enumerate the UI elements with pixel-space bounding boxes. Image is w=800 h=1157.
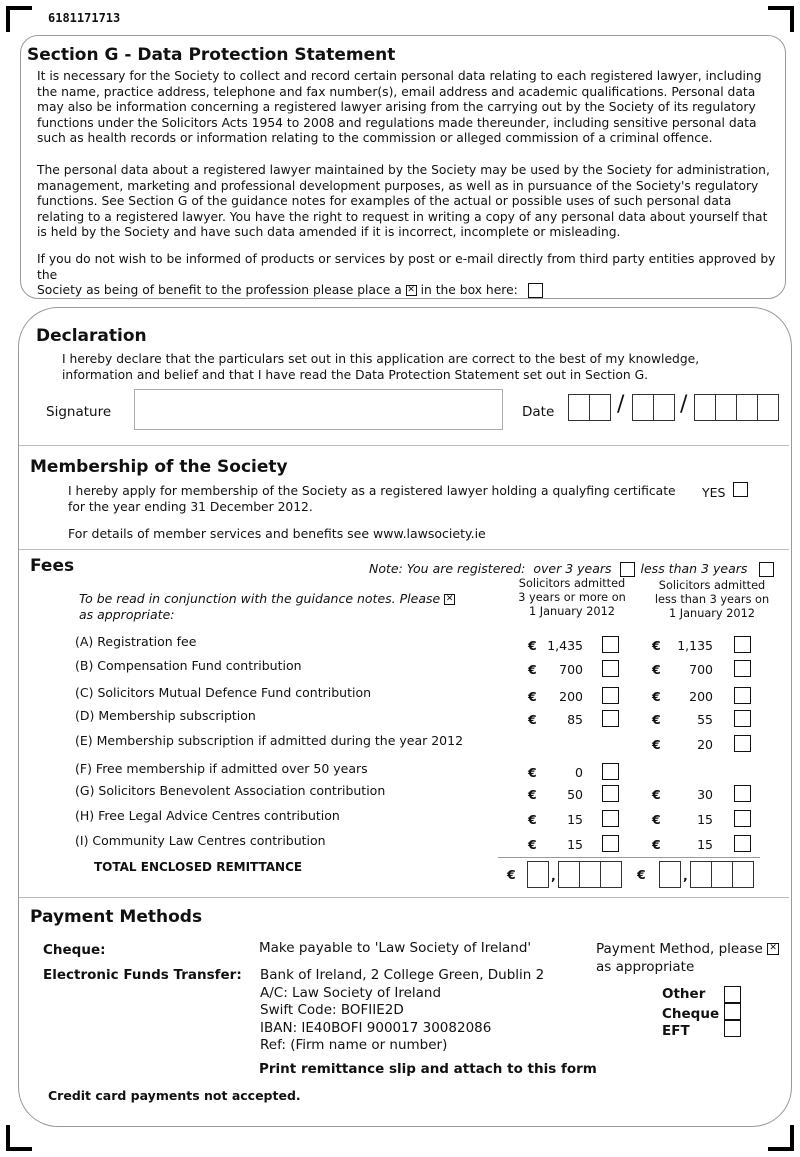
payment-title: Payment Methods [30, 907, 203, 927]
fees-instruction-line1: To be read in conjunction with the guidance notes. Please [79, 591, 441, 606]
fees-instruction-line2: as appropriate: [79, 607, 175, 622]
date-month-digit-1[interactable] [632, 394, 654, 421]
fee-col1-checkbox[interactable] [602, 763, 619, 780]
section-g-para-3-line1: If you do not wish to be informed of products or services by post or e-mail directly from third party entities approved by the [37, 252, 776, 282]
eft-label: Electronic Funds Transfer: [43, 967, 242, 983]
option-cheque-label: Cheque [662, 1006, 720, 1022]
fee-row-label: (G) Solicitors Benevolent Association contribution [75, 783, 386, 798]
date-day-digit-1[interactable] [568, 394, 590, 421]
membership-title: Membership of the Society [30, 457, 288, 477]
membership-yes-checkbox[interactable] [733, 482, 748, 497]
fee-col2-currency: € [652, 638, 661, 653]
section-g-title: Section G - Data Protection Statement [27, 45, 396, 65]
fee-col2-checkbox[interactable] [734, 636, 751, 653]
total-col2-digit-2[interactable] [711, 861, 733, 888]
fee-col1-amount: 200 [559, 689, 583, 704]
fee-col2-amount: 15 [697, 837, 713, 852]
fee-col2-currency: € [652, 662, 661, 677]
fees-note [369, 561, 774, 577]
option-other-checkbox[interactable] [724, 986, 741, 1003]
fee-col1-currency: € [528, 765, 537, 780]
section-g-para-2: The personal data about a registered lawyer maintained by the Society may be used by the Society for administration, management, marketing and professional development purposes, as well as in pursuance of the Society's regulatory functions. See Section G of the guidance notes for examples of the actual or possible uses of such personal data relating to a registered lawyer. You have the right to request in writing a copy of any personal data about yourself that is held by the Society and have such data amended if it is incorrect, incomplete or misleading. [37, 163, 770, 240]
total-col1-currency: € [507, 867, 516, 882]
fee-row-label: (E) Membership subscription if admitted during the year 2012 [75, 733, 464, 748]
total-col2-thousands[interactable] [659, 861, 681, 888]
eft-line: Bank of Ireland, 2 College Green, Dublin 2 [260, 967, 545, 983]
total-col2-comma: , [683, 868, 688, 883]
fee-col2-currency: € [652, 737, 661, 752]
fee-col2-currency: € [652, 837, 661, 852]
fee-col2-checkbox[interactable] [734, 710, 751, 727]
fee-col1-amount: 0 [575, 765, 583, 780]
fee-row-label: (H) Free Legal Advice Centres contribution [75, 808, 340, 823]
fee-col2-checkbox[interactable] [734, 660, 751, 677]
x-mark-icon: ✕ [767, 943, 779, 955]
option-cheque-checkbox[interactable] [724, 1003, 741, 1020]
total-col1-comma: , [551, 868, 556, 883]
fee-col2-amount: 15 [697, 812, 713, 827]
section-g-para-1: It is necessary for the Society to collect and record certain personal data relating to each registered lawyer, including the name, practice address, telephone and fax number(s), email address and academic qualifications. Personal data may also be information concerning a registered lawyer arising from the carrying out by the Society of its regulatory functions under the Solicitors Acts 1954 to 2008 and regulations made thereunder, including sensitive personal data such as health records or information relating to the commission or alleged commission of a criminal offence. [37, 69, 762, 146]
membership-text: I hereby apply for membership of the Society as a registered lawyer holding a qualyfing certificate for the year ending 31 December 2012. [68, 484, 676, 514]
signature-label: Signature [46, 404, 112, 420]
membership-yes-label: YES [702, 485, 726, 500]
opt-out-checkbox[interactable] [528, 283, 543, 298]
fee-col2-checkbox[interactable] [734, 735, 751, 752]
fee-col1-checkbox[interactable] [602, 785, 619, 802]
fee-col1-amount: 50 [567, 787, 583, 802]
declaration-title: Declaration [36, 326, 147, 346]
eft-line: IBAN: IE40BOFI 900017 30082086 [260, 1019, 492, 1036]
fee-col2-currency: € [652, 812, 661, 827]
eft-line: Ref: (Firm name or number) [260, 1037, 448, 1053]
fee-col2-currency: € [652, 787, 661, 802]
eft-details [260, 967, 544, 1055]
fee-col1-checkbox[interactable] [602, 835, 619, 852]
payment-method-instruction [596, 940, 779, 976]
divider [19, 897, 789, 898]
x-mark-icon: ✕ [445, 594, 454, 604]
fee-col1-currency: € [528, 638, 537, 653]
date-separator-2: / [680, 392, 688, 417]
section-g-para-3 [37, 252, 777, 299]
divider [19, 445, 789, 446]
fee-col1-currency: € [528, 689, 537, 704]
fee-col1-currency: € [528, 712, 537, 727]
fee-row-label: (C) Solicitors Mutual Defence Fund contribution [75, 685, 372, 700]
print-note: Print remittance slip and attach to this form [259, 1061, 597, 1077]
payment-method-line2: as appropriate [596, 959, 695, 975]
date-label: Date [522, 404, 555, 420]
membership-details: For details of member services and benefits see www.lawsociety.ie [68, 526, 486, 541]
x-mark-icon: ✕ [407, 285, 415, 296]
fees-title: Fees [30, 556, 75, 576]
date-day-digit-2[interactable] [589, 394, 611, 421]
declaration-text: I hereby declare that the particulars set out in this application are correct to the best of my knowledge, information and belief and that I have read the Data Protection Statement set out in Section G. [62, 352, 700, 382]
date-year-digit-4[interactable] [757, 394, 779, 421]
total-col2-digit-3[interactable] [732, 861, 754, 888]
over-3-years-label: over 3 years [533, 561, 612, 576]
fees-note-label: Note: You are registered: [369, 561, 526, 576]
less-3-years-label: less than 3 years [640, 561, 748, 576]
fees-instruction [79, 591, 455, 623]
signature-field[interactable] [134, 389, 503, 430]
divider [19, 549, 789, 550]
payment-method-line1: Payment Method, please [596, 941, 763, 957]
total-col1-digit-2[interactable] [579, 861, 601, 888]
fee-col2-amount: 30 [697, 787, 713, 802]
fee-col2-amount: 1,135 [677, 638, 713, 653]
fee-col1-checkbox[interactable] [602, 710, 619, 727]
corner-mark-bottom-left [6, 1125, 32, 1151]
fee-col1-currency: € [528, 812, 537, 827]
date-year-digit-1[interactable] [694, 394, 716, 421]
fee-col1-currency: € [528, 662, 537, 677]
total-label: TOTAL ENCLOSED REMITTANCE [94, 860, 303, 874]
fee-col2-checkbox[interactable] [734, 785, 751, 802]
option-eft-label: EFT [662, 1023, 690, 1039]
less-3-years-checkbox[interactable] [759, 562, 774, 577]
document-id: 6181171713 [48, 11, 121, 25]
total-col1-digit-1[interactable] [558, 861, 580, 888]
corner-mark-bottom-right [768, 1125, 794, 1151]
fee-col2-checkbox[interactable] [734, 835, 751, 852]
section-g-para-3-line3: in the box here: [420, 283, 518, 298]
fee-col1-checkbox[interactable] [602, 636, 619, 653]
fee-row-label: (I) Community Law Centres contribution [75, 833, 326, 848]
corner-mark-top-right [768, 6, 794, 32]
fee-row-label: (F) Free membership if admitted over 50 years [75, 761, 368, 776]
fee-col1-amount: 1,435 [547, 638, 583, 653]
fee-col2-amount: 200 [689, 689, 713, 704]
eft-line: Swift Code: BOFIIE2D [260, 1002, 404, 1018]
fee-col1-checkbox[interactable] [602, 810, 619, 827]
fee-col1-currency: € [528, 787, 537, 802]
fee-col2-currency: € [652, 689, 661, 704]
section-g-para-3-line2: Society as being of benefit to the profession please place a [37, 283, 402, 298]
cheque-text: Make payable to 'Law Society of Ireland' [259, 940, 532, 956]
date-year-digit-2[interactable] [715, 394, 737, 421]
fee-col2-amount: 20 [697, 737, 713, 752]
fee-row-label: (A) Registration fee [75, 634, 197, 649]
option-eft-checkbox[interactable] [724, 1020, 741, 1037]
fee-col1-amount: 700 [559, 662, 583, 677]
fee-col2-amount: 55 [697, 712, 713, 727]
fee-col2-amount: 700 [689, 662, 713, 677]
corner-mark-top-left [6, 6, 32, 32]
fee-col1-currency: € [528, 837, 537, 852]
fee-row-label: (D) Membership subscription [75, 708, 256, 723]
option-other-label: Other [662, 986, 706, 1002]
col2-heading: Solicitors admitted less than 3 years on 1 January 2012 [654, 579, 770, 620]
fee-col1-amount: 15 [567, 837, 583, 852]
total-col1-thousands[interactable] [527, 861, 549, 888]
date-separator-1: / [617, 392, 625, 417]
fee-row-label: (B) Compensation Fund contribution [75, 658, 302, 673]
divider [498, 857, 760, 858]
cheque-label: Cheque: [43, 942, 106, 958]
fee-col1-amount: 85 [567, 712, 583, 727]
fee-col1-checkbox[interactable] [602, 660, 619, 677]
total-col2-currency: € [637, 867, 646, 882]
fee-col2-checkbox[interactable] [734, 687, 751, 704]
fee-col2-currency: € [652, 712, 661, 727]
total-col2-digit-1[interactable] [690, 861, 712, 888]
over-3-years-checkbox[interactable] [620, 562, 635, 577]
col1-heading: Solicitors admitted 3 years or more on 1 January 2012 [518, 577, 626, 618]
date-year-digit-3[interactable] [736, 394, 758, 421]
credit-card-note: Credit card payments not accepted. [48, 1088, 301, 1103]
total-col1-digit-3[interactable] [600, 861, 622, 888]
fee-col2-checkbox[interactable] [734, 810, 751, 827]
fee-col1-amount: 15 [567, 812, 583, 827]
fee-col1-checkbox[interactable] [602, 687, 619, 704]
eft-line: A/C: Law Society of Ireland [260, 984, 442, 1001]
date-month-digit-2[interactable] [653, 394, 675, 421]
